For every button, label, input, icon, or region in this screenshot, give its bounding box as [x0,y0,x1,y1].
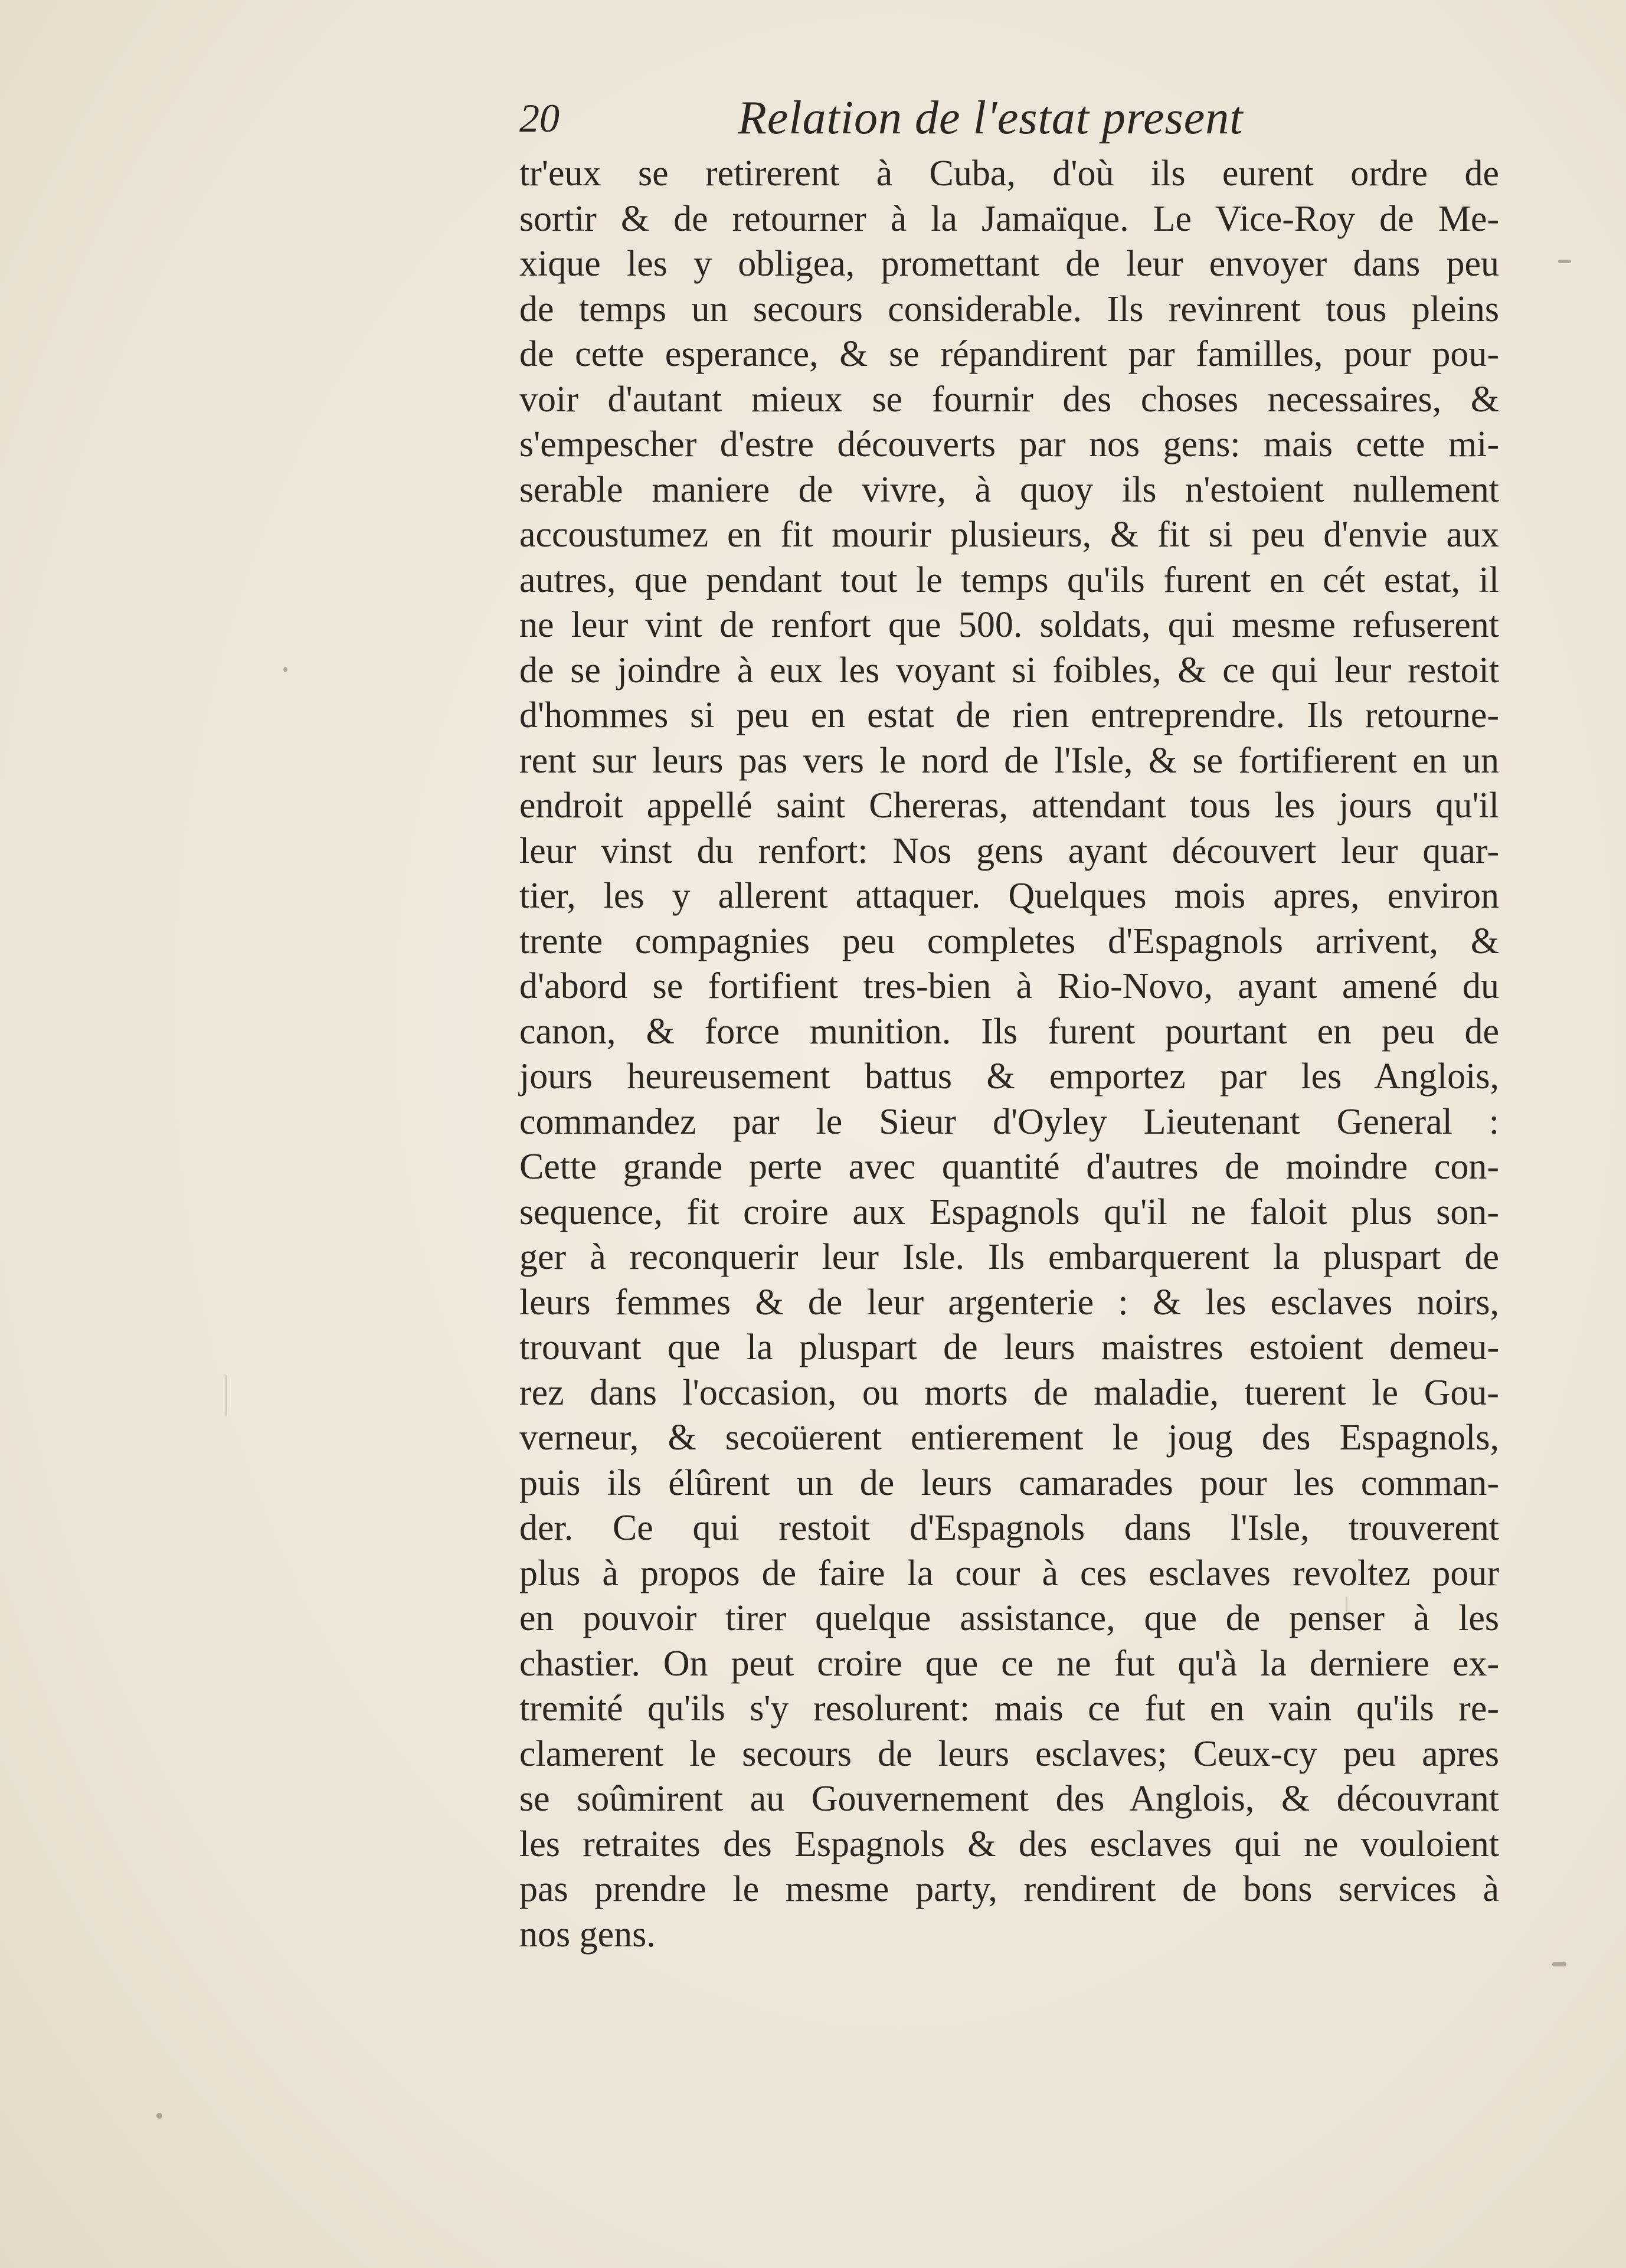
text-line: canon, & force munition. Ils furent pourtant en peu de [519,1011,1499,1052]
text-line: trente compagnies peu completes d'Espagnols arrivent, & [519,921,1499,961]
text-line: tier, les y allerent attaquer. Quelques mois apres, environ [519,876,1499,916]
text-line: der. Ce qui restoit d'Espagnols dans l'Isle, trouverent [519,1508,1499,1548]
text-line: trouvant que la pluspart de leurs maistres estoient demeu- [519,1327,1499,1367]
text-line: rent sur leurs pas vers le nord de l'Isle, & se fortifierent en un [519,740,1499,781]
text-line: commandez par le Sieur d'Oyley Lieutenant General : [519,1101,1499,1142]
text-line: voir d'autant mieux se fournir des choses necessaires, & [519,379,1499,420]
body-text [519,151,1499,1957]
text-line: ne leur vint de renfort que 500. soldats, qui mesme refuserent [519,605,1499,645]
text-line: endroit appellé saint Chereras, attendant tous les jours qu'il [519,786,1499,826]
running-head: Relation de l'estat present [738,92,1244,144]
page-number: 20 [519,96,560,140]
text-line: leur vinst du renfort: Nos gens ayant découvert leur quar- [519,830,1499,871]
paper-speck [283,667,287,672]
text-line: de cette esperance, & se répandirent par familles, pour pou- [519,334,1499,374]
text-line: d'abord se fortifient tres-bien à Rio-Novo, ayant amené du [519,966,1499,1006]
text-line: Cette grande perte avec quantité d'autres de moindre con- [519,1147,1499,1187]
text-line: d'hommes si peu en estat de rien entreprendre. Ils retourne- [519,695,1499,735]
text-line: tremité qu'ils s'y resolurent: mais ce fut en vain qu'ils re- [519,1688,1499,1729]
text-line: les retraites des Espagnols & des esclaves qui ne vouloient [519,1824,1499,1864]
text-line: en pouvoir tirer quelque assistance, que de penser à les [519,1598,1499,1638]
text-line: plus à propos de faire la cour à ces esclaves revoltez pour [519,1553,1499,1593]
text-line: clamerent le secours de leurs esclaves; Ceux-cy peu apres [519,1733,1499,1774]
text-line: sortir & de retourner à la Jamaïque. Le Vice-Roy de Me- [519,198,1499,239]
text-line: accoustumez en fit mourir plusieurs, & fit si peu d'envie aux [519,515,1499,555]
paper-speck [1346,1596,1347,1620]
text-line: pas prendre le mesme party, rendirent de bons services à [519,1869,1499,1909]
text-line: xique les y obligea, promettant de leur envoyer dans peu [519,244,1499,284]
text-line: leurs femmes & de leur argenterie : & les esclaves noirs, [519,1282,1499,1323]
text-line: autres, que pendant tout le temps qu'ils furent en cét estat, il [519,559,1499,600]
text-line: rez dans l'occasion, ou morts de maladie, tuerent le Gou- [519,1372,1499,1413]
page-header [519,89,1499,148]
text-line: chastier. On peut croire que ce ne fut qu'à la derniere ex- [519,1643,1499,1684]
text-line: s'empescher d'estre découverts par nos gens: mais cette mi- [519,424,1499,464]
paper-speck [1558,260,1571,263]
text-line: verneur, & secoüerent entierement le joug des Espagnols, [519,1418,1499,1458]
paper-speck [1552,1962,1566,1966]
text-line: jours heureusement battus & emportez par les Anglois, [519,1056,1499,1097]
text-line: serable maniere de vivre, à quoy ils n'estoient nullement [519,469,1499,510]
text-line: puis ils élûrent un de leurs camarades pour les comman- [519,1462,1499,1503]
text-line: ger à reconquerir leur Isle. Ils embarquerent la pluspart de [519,1237,1499,1277]
text-line: sequence, fit croire aux Espagnols qu'il ne faloit plus son- [519,1192,1499,1232]
text-line: de temps un secours considerable. Ils revinrent tous pleins [519,289,1499,329]
text-line: tr'eux se retirerent à Cuba, d'où ils eurent ordre de [519,153,1499,194]
paper-speck [156,2113,162,2119]
text-line: de se joindre à eux les voyant si foibles, & ce qui leur restoit [519,650,1499,690]
text-line: nos gens. [519,1914,656,1955]
paper-speck [225,1375,227,1416]
text-line: se soûmirent au Gouvernement des Anglois, & découvrant [519,1779,1499,1819]
